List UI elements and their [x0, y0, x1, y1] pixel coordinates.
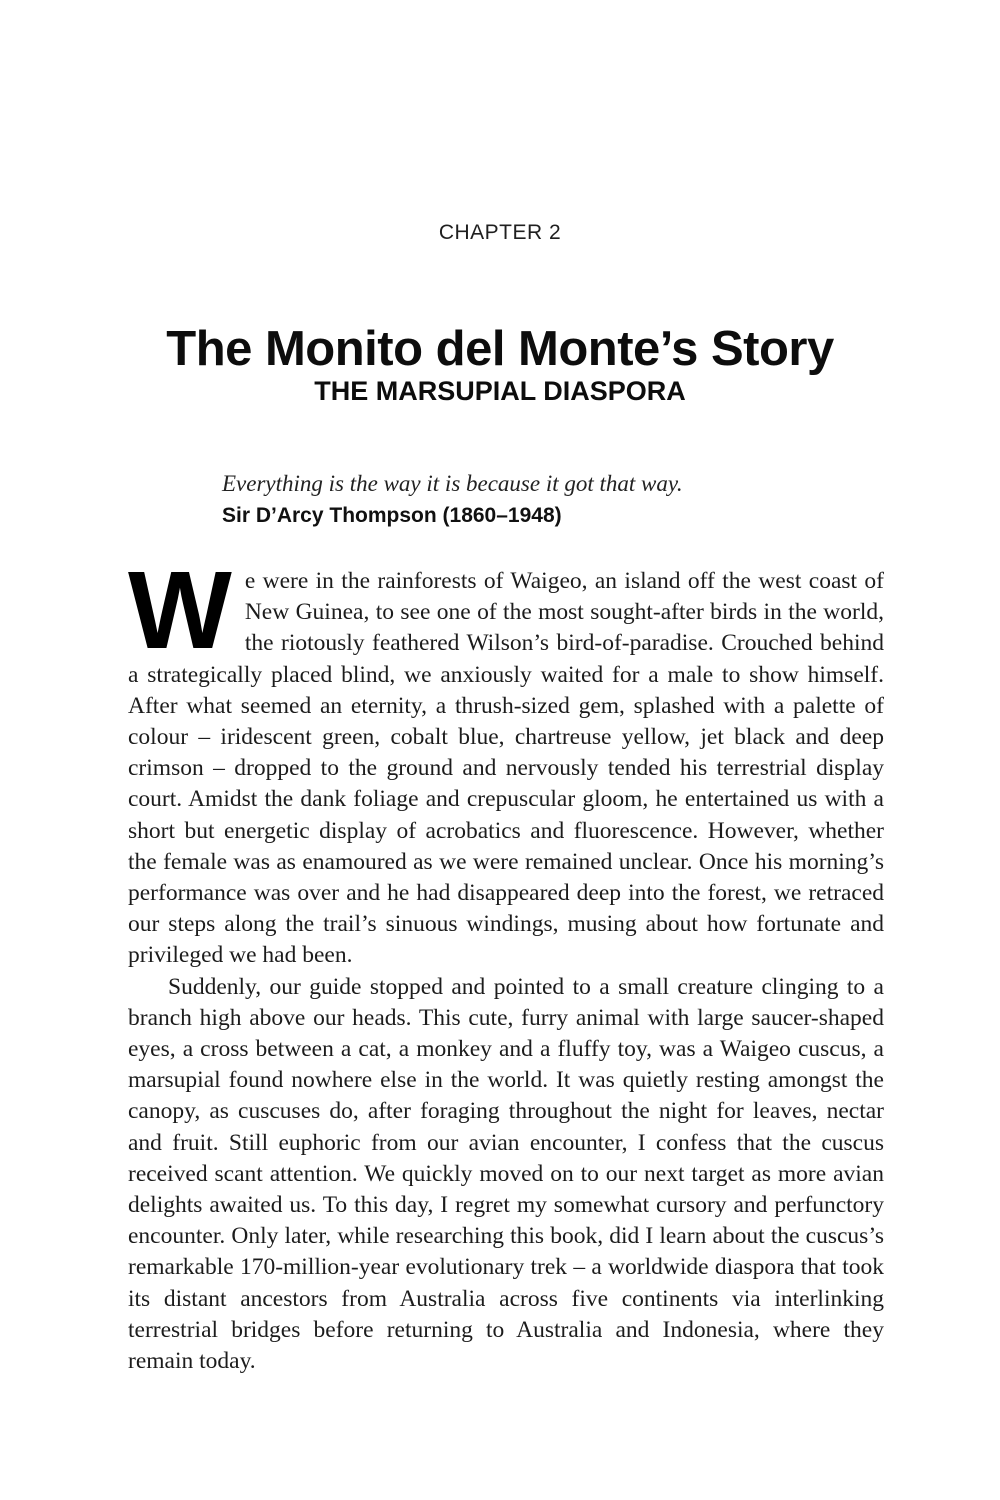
body-text [128, 549, 884, 1377]
page-subtitle: THE MARSUPIAL DIASPORA [314, 376, 686, 406]
epigraph [222, 471, 882, 528]
paragraph-one [128, 549, 884, 972]
epigraph-attribution: Sir D’Arcy Thompson (1860–1948) [222, 504, 562, 527]
drop-cap: W [128, 549, 232, 672]
paragraph-two: Suddenly, our guide stopped and pointed to a small creature clinging to a branch high above our heads. This cute, furry animal with large saucer-shaped eyes, a cross between a cat, a monkey and a fluffy toy, was a Waigeo cuscus, a marsupial found nowhere else in the world. It was quietly resting amongst the canopy, as cuscuses do, after foraging throughout the night for leaves, nectar and fruit. Still euphoric from our avian encounter, I confess that the cuscus received scant attention. We quickly moved on to our next target as more avian delights awaited us. To this day, I regret my somewhat cursory and perfunctory encounter. Only later, while researching this book, did I learn about the cuscus’s remarkable 170-million-year evolutionary trek – a worldwide diaspora that took its distant ancestors from Australia across five continents via interlinking terrestrial bridges before returning to Australia and Indonesia, where they remain today. [128, 973, 884, 1375]
epigraph-quote: Everything is the way it is because it got that way. [222, 471, 683, 496]
page-title: The Monito del Monte’s Story [166, 321, 834, 376]
paragraph-one-text: e were in the rainforests of Waigeo, an island off the west coast of New Guinea, to see one of the most sought-after birds in the world, the riotously feathered Wilson’s bird-of-paradise. Crouched behind a strategically placed blind, we anxiously waited for a male to show himself. After what seemed an eternity, a thrush-sized gem, splashed with a palette of colour – iridescent green, cobalt blue, chartreuse yellow, jet black and deep crimson – dropped to the ground and nervously tended his terrestrial display court. Amidst the dank foliage and crepuscular gloom, he entertained us with a short but energetic display of acrobatics and fluorescence. However, whether the female was as enamoured as we were remained unclear. Once his morning’s performance was over and he had disappeared deep into the forest, we retraced our steps along the trail’s sinuous windings, musing about how fortunate and privileged we had been. [128, 568, 884, 969]
chapter-label: CHAPTER 2 [438, 221, 562, 244]
